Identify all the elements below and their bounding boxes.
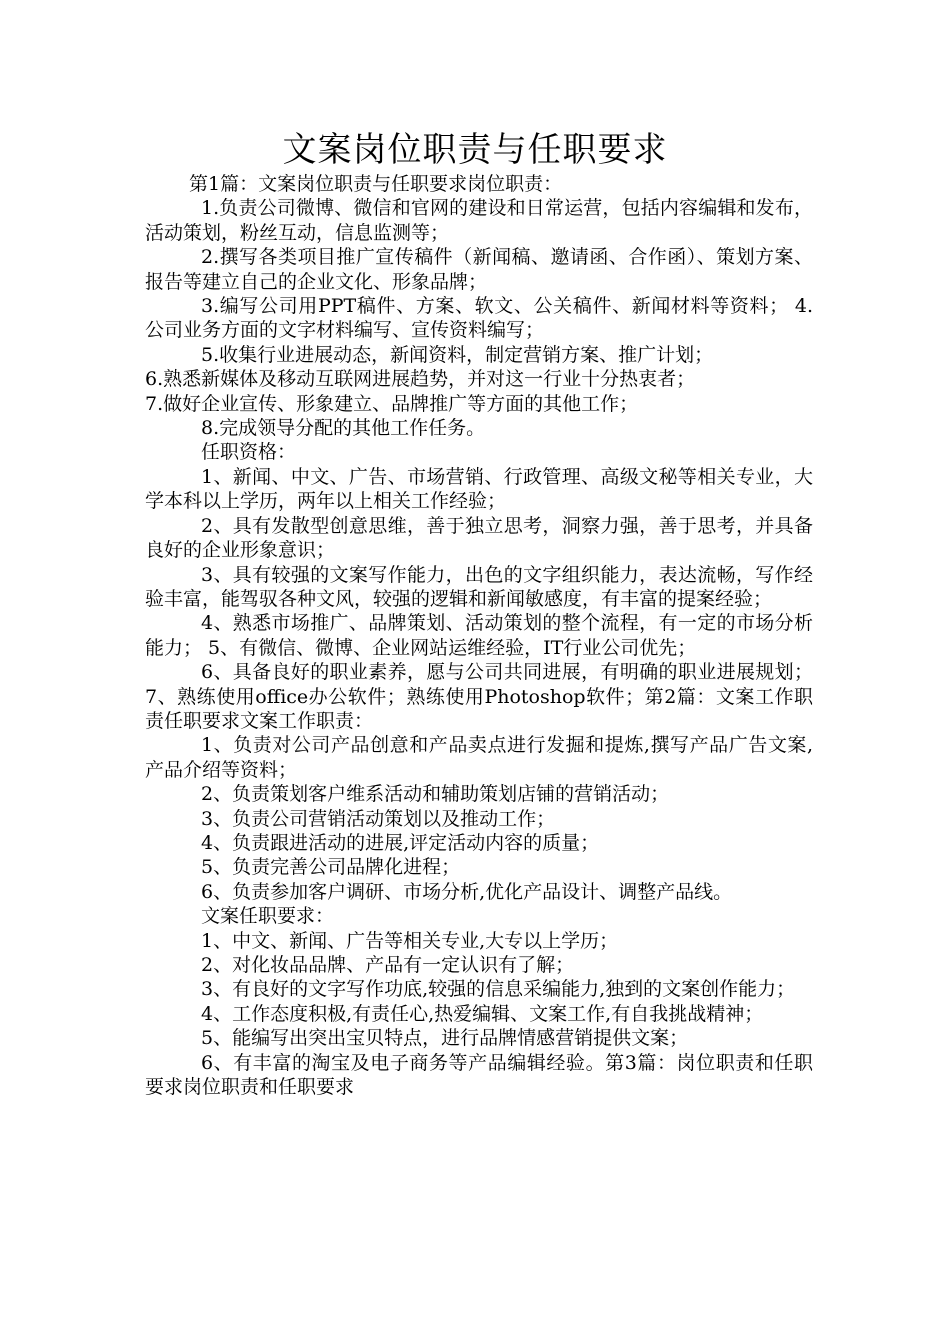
paragraph: 1、负责对公司产品创意和产品卖点进行发掘和提炼,撰写产品广告文案,产品介绍等资料； — [145, 734, 813, 781]
paragraph: 4、熟悉市场推广、品牌策划、活动策划的整个流程，有一定的市场分析能力； 5、有微信、微博、企业网站运维经验，IT行业公司优先； — [145, 612, 813, 659]
document-title: 文案岗位职责与任职要求 — [282, 130, 668, 170]
paragraph: 6、有丰富的淘宝及电子商务等产品编辑经验。第3篇：岗位职责和任职要求岗位职责和任职要求 — [145, 1051, 813, 1099]
paragraph: 6、负责参加客户调研、市场分析,优化产品设计、调整产品线。 — [201, 880, 733, 903]
paragraph: 8.完成领导分配的其他工作任务。 — [201, 417, 486, 440]
paragraph: 4、负责跟进活动的进展,评定活动内容的质量； — [201, 831, 600, 854]
paragraph: 3.编写公司用PPT稿件、方案、软文、公关稿件、新闻材料等资料； 4.公司业务方面的文字材料编写、宣传资料编写； — [145, 295, 813, 342]
paragraph: 1、新闻、中文、广告、市场营销、行政管理、高级文秘等相关专业，大学本科以上学历，两年以上相关工作经验； — [145, 465, 813, 513]
paragraph: 文案任职要求： — [201, 905, 335, 928]
document-body — [145, 172, 813, 1099]
paragraph: 5、能编写出突出宝贝特点，进行品牌情感营销提供文案； — [201, 1027, 689, 1050]
paragraph: 第1篇：文案岗位职责与任职要求岗位职责： — [189, 173, 563, 195]
paragraph: 2、负责策划客户维系活动和辅助策划店铺的营销活动； — [201, 783, 670, 806]
paragraph: 1.负责公司微博、微信和官网的建设和日常运营，包括内容编辑和发布，活动策划，粉丝互动，信息监测等； — [145, 197, 813, 244]
paragraph: 3、负责公司营销活动策划以及推动工作； — [201, 807, 556, 830]
paragraph: 4、工作态度积极,有责任心,热爱编辑、文案工作,有自我挑战精神； — [201, 1002, 764, 1025]
paragraph: 2.撰写各类项目推广宣传稿件（新闻稿、邀请函、合作函）、策划方案、报告等建立自己的企业文化、形象品牌； — [145, 246, 813, 293]
paragraph: 2、具有发散型创意思维，善于独立思考，洞察力强，善于思考，并具备良好的企业形象意识； — [145, 514, 813, 562]
paragraph: 3、具有较强的文案写作能力，出色的文字组织能力，表达流畅，写作经验丰富，能驾驭各种文风，较强的逻辑和新闻敏感度，有丰富的提案经验； — [145, 563, 813, 610]
paragraph: 5、负责完善公司品牌化进程； — [201, 856, 461, 879]
paragraph: 任职资格： — [201, 441, 297, 464]
paragraph: 1、中文、新闻、广告等相关专业,大专以上学历； — [201, 929, 619, 952]
paragraph: 7.做好企业宣传、形象建立、品牌推广等方面的其他工作； — [145, 392, 639, 415]
paragraph: 6、具备良好的职业素养，愿与公司共同进展，有明确的职业进展规划； 7、熟练使用office办公软件；熟练使用Photoshop软件；第2篇：文案工作职责任职要求文案工作职责： — [145, 661, 813, 732]
paragraph: 5.收集行业进展动态，新闻资料，制定营销方案、推广计划； — [201, 343, 714, 366]
paragraph: 2、对化妆品品牌、产品有一定认识有了解； — [201, 954, 575, 976]
paragraph: 3、有良好的文字写作功底,较强的信息采编能力,独到的文案创作能力； — [201, 978, 796, 1001]
paragraph: 6.熟悉新媒体及移动互联网进展趋势，并对这一行业十分热衷者； — [145, 368, 696, 391]
